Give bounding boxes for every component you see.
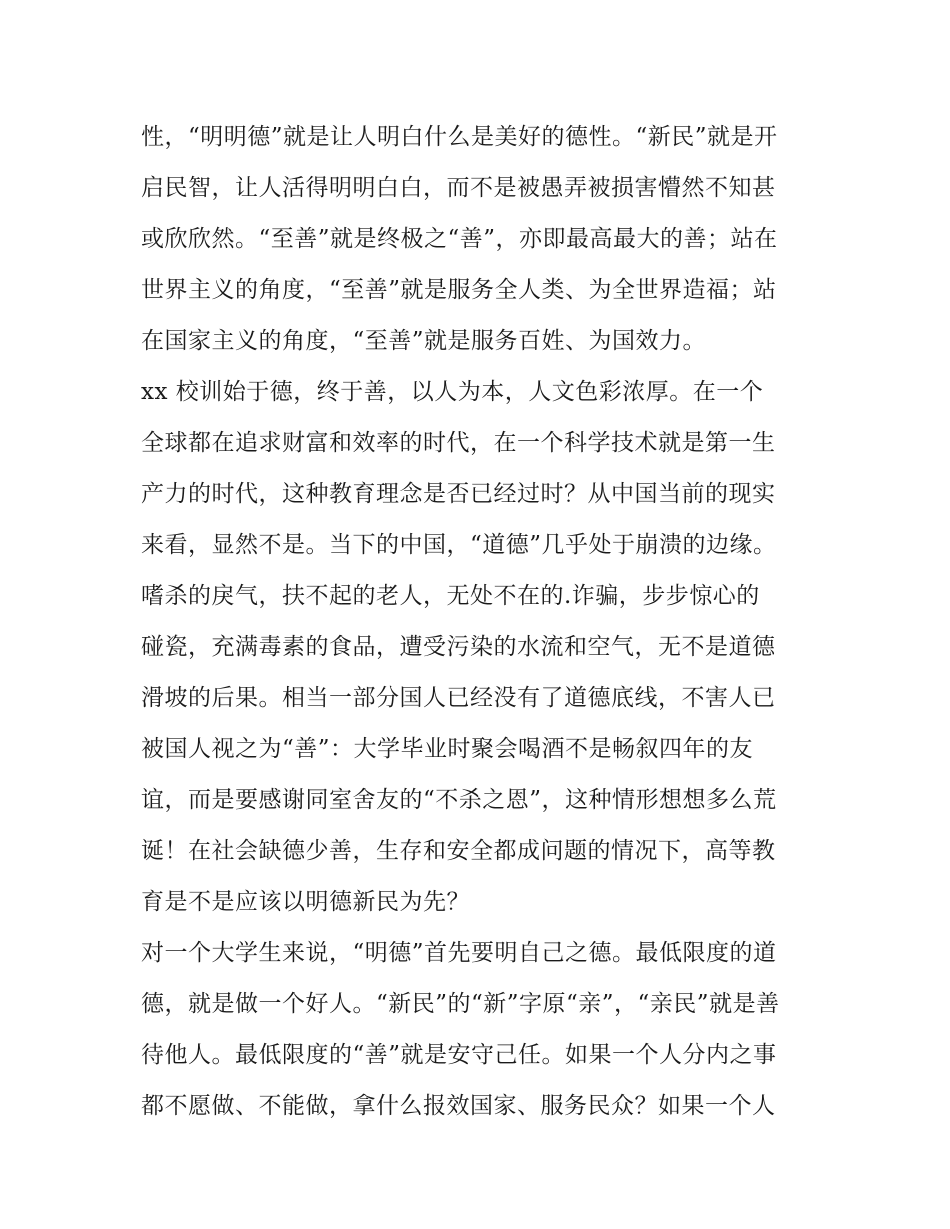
text-line: 被国人视之为“善”：大学毕业时聚会喝酒不是畅叙四年的友 (141, 736, 754, 762)
text-line: 育是不是应该以明德新民为先？ (141, 889, 470, 915)
text-line: 全球都在追求财富和效率的时代，在一个科学技术就是第一生 (141, 430, 776, 456)
text-line: 待他人。最低限度的“善”就是安守己任。如果一个人分内之事 (141, 1042, 777, 1068)
text-line: 诞！在社会缺德少善，生存和安全都成问题的情况下，高等教 (141, 838, 776, 864)
paragraph-2 (141, 367, 821, 928)
text-line: 嗜杀的戾气，扶不起的老人，无处不在的.诈骗，步步惊心的 (141, 583, 760, 609)
paragraph-3 (141, 928, 821, 1132)
text-line: 对一个大学生来说，“明德”首先要明自己之德。最低限度的道 (141, 940, 777, 966)
text-line: 世界主义的角度，“至善”就是服务全人类、为全世界造福；站 (141, 277, 777, 303)
text-line: 在国家主义的角度，“至善”就是服务百姓、为国效力。 (141, 328, 707, 354)
text-line: 滑坡的后果。相当一部分国人已经没有了道德底线，不害人已 (141, 685, 776, 711)
text-line: xx 校训始于德，终于善，以人为本，人文色彩浓厚。在一个 (141, 379, 764, 405)
text-line: 德，就是做一个好人。“新民”的“新”字原“亲”，“亲民”就是善 (141, 991, 780, 1017)
text-line: 或欣欣然。“至善”就是终极之“善”，亦即最高最大的善；站在 (141, 226, 778, 252)
text-line: 产力的时代，这种教育理念是否已经过时？从中国当前的现实 (141, 481, 776, 507)
paragraph-1 (141, 112, 821, 367)
text-line: 都不愿做、不能做，拿什么报效国家、服务民众？如果一个人 (141, 1093, 776, 1119)
text-line: 启民智，让人活得明明白白，而不是被愚弄被损害懵然不知甚 (141, 175, 776, 201)
text-line: 谊，而是要感谢同室舍友的“不杀之恩”，这种情形想想多么荒 (141, 787, 777, 813)
text-line: 来看，显然不是。当下的中国，“道德”几乎处于崩溃的边缘。 (141, 532, 777, 558)
text-line: 碰瓷，充满毒素的食品，遭受污染的水流和空气，无不是道德 (141, 634, 776, 660)
text-line: 性，“明明德”就是让人明白什么是美好的德性。“新民”就是开 (141, 124, 778, 150)
document-body (141, 112, 821, 1132)
